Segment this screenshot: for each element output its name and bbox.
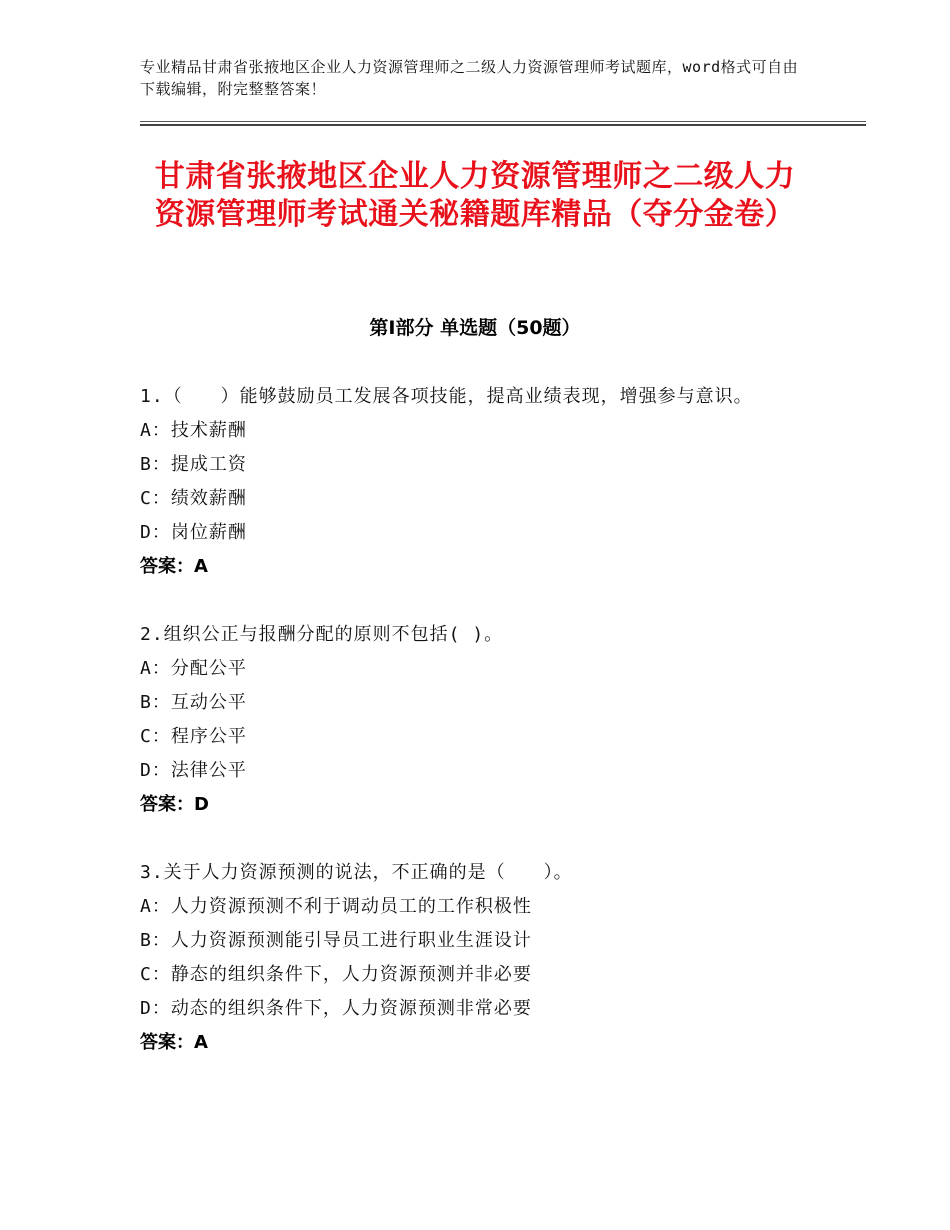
option-b: B：提成工资 bbox=[140, 454, 247, 475]
answer: 答案：A bbox=[140, 1032, 208, 1053]
option-d: D：动态的组织条件下，人力资源预测非常必要 bbox=[140, 998, 532, 1019]
option-b: B：人力资源预测能引导员工进行职业生涯设计 bbox=[140, 930, 532, 951]
answer: 答案：D bbox=[140, 794, 209, 815]
header-note: 专业精品甘肃省张掖地区企业人力资源管理师之二级人力资源管理师考试题库，word格式可自由下载编辑，附完整整答案！ bbox=[140, 58, 799, 98]
option-b: B：互动公平 bbox=[140, 692, 247, 713]
option-c: C：程序公平 bbox=[140, 726, 247, 747]
header-rule-thick bbox=[140, 124, 866, 126]
option-a: A：人力资源预测不利于调动员工的工作积极性 bbox=[140, 896, 532, 917]
section-title: 第Ⅰ部分 单选题（50题） bbox=[369, 317, 581, 339]
header-rule-thin bbox=[140, 121, 866, 122]
question-3 bbox=[140, 856, 820, 1060]
answer: 答案：A bbox=[140, 556, 208, 577]
option-d: D：岗位薪酬 bbox=[140, 522, 247, 543]
question-list bbox=[140, 380, 820, 1094]
question-1 bbox=[140, 380, 820, 584]
option-d: D：法律公平 bbox=[140, 760, 247, 781]
option-c: C：绩效薪酬 bbox=[140, 488, 247, 509]
question-stem: 1.（ ）能够鼓励员工发展各项技能，提高业绩表现，增强参与意识。 bbox=[140, 386, 753, 407]
option-a: A：技术薪酬 bbox=[140, 420, 247, 441]
question-stem: 2.组织公正与报酬分配的原则不包括( )。 bbox=[140, 624, 504, 645]
question-2 bbox=[140, 618, 820, 822]
option-a: A：分配公平 bbox=[140, 658, 247, 679]
document-title: 甘肃省张掖地区企业人力资源管理师之二级人力资源管理师考试通关秘籍题库精品（夺分金卷） bbox=[154, 159, 796, 232]
question-stem: 3.关于人力资源预测的说法，不正确的是（ ）。 bbox=[140, 862, 573, 883]
option-c: C：静态的组织条件下，人力资源预测并非必要 bbox=[140, 964, 532, 985]
